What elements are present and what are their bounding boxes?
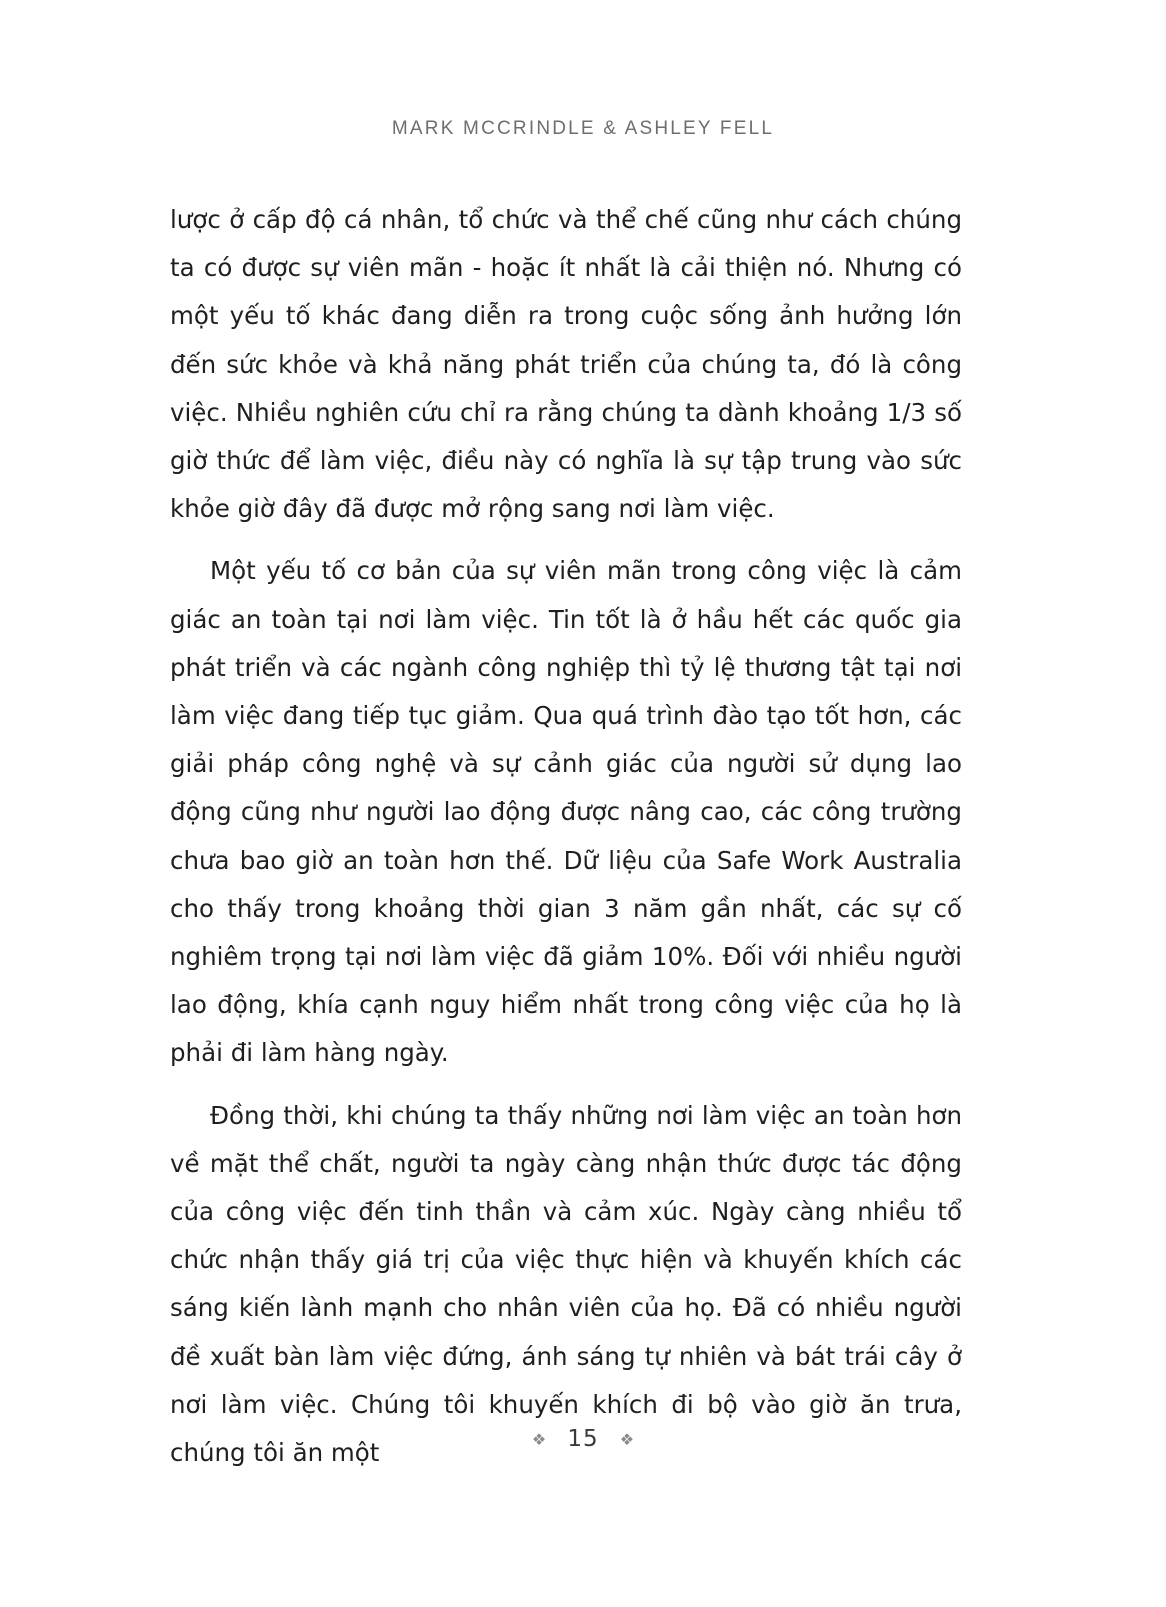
body-text <box>170 196 962 1477</box>
running-header: MARK MCCRINDLE & ASHLEY FELL <box>391 118 775 139</box>
paragraph-1: lược ở cấp độ cá nhân, tổ chức và thể chế cũng như cách chúng ta có được sự viên mãn - hoặc ít nhất là cải thiện nó. Nhưng có một yếu tố khác đang diễn ra trong cuộc sống ảnh hưởng lớn đến sức khỏe và khả năng phát triển của chúng ta, đó là công việc. Nhiều nghiên cứu chỉ ra rằng chúng ta dành khoảng 1/3 số giờ thức để làm việc, điều này có nghĩa là sự tập trung vào sức khỏe giờ đây đã được mở rộng sang nơi làm việc. <box>170 205 962 524</box>
page-footer <box>0 1426 1166 1452</box>
ornament-left-icon: ❖ <box>531 1429 547 1449</box>
paragraph-2: Một yếu tố cơ bản của sự viên mãn trong công việc là cảm giác an toàn tại nơi làm việc. Tin tốt là ở hầu hết các quốc gia phát triển và các ngành công nghiệp thì tỷ lệ thương tật tại nơi làm việc đang tiếp tục giảm. Qua quá trình đào tạo tốt hơn, các giải pháp công nghệ và sự cảnh giác của người sử dụng lao động cũng như người lao động được nâng cao, các công trường chưa bao giờ an toàn hơn thế. Dữ liệu của Safe Work Australia cho thấy trong khoảng thời gian 3 năm gần nhất, các sự cố nghiêm trọng tại nơi làm việc đã giảm 10%. Đối với nhiều người lao động, khía cạnh nguy hiểm nhất trong công việc của họ là phải đi làm hàng ngày. <box>170 556 962 1068</box>
ornament-right-icon: ❖ <box>619 1429 635 1449</box>
page-number: 15 <box>567 1426 599 1452</box>
paragraph-3: Đồng thời, khi chúng ta thấy những nơi làm việc an toàn hơn về mặt thể chất, người ta ngày càng nhận thức được tác động của công việc đến tinh thần và cảm xúc. Ngày càng nhiều tổ chức nhận thấy giá trị của việc thực hiện và khuyến khích các sáng kiến lành mạnh cho nhân viên của họ. Đã có nhiều người đề xuất bàn làm việc đứng, ánh sáng tự nhiên và bát trái cây ở nơi làm việc. Chúng tôi khuyến khích đi bộ vào giờ ăn trưa, chúng tôi ăn một <box>170 1100 962 1468</box>
